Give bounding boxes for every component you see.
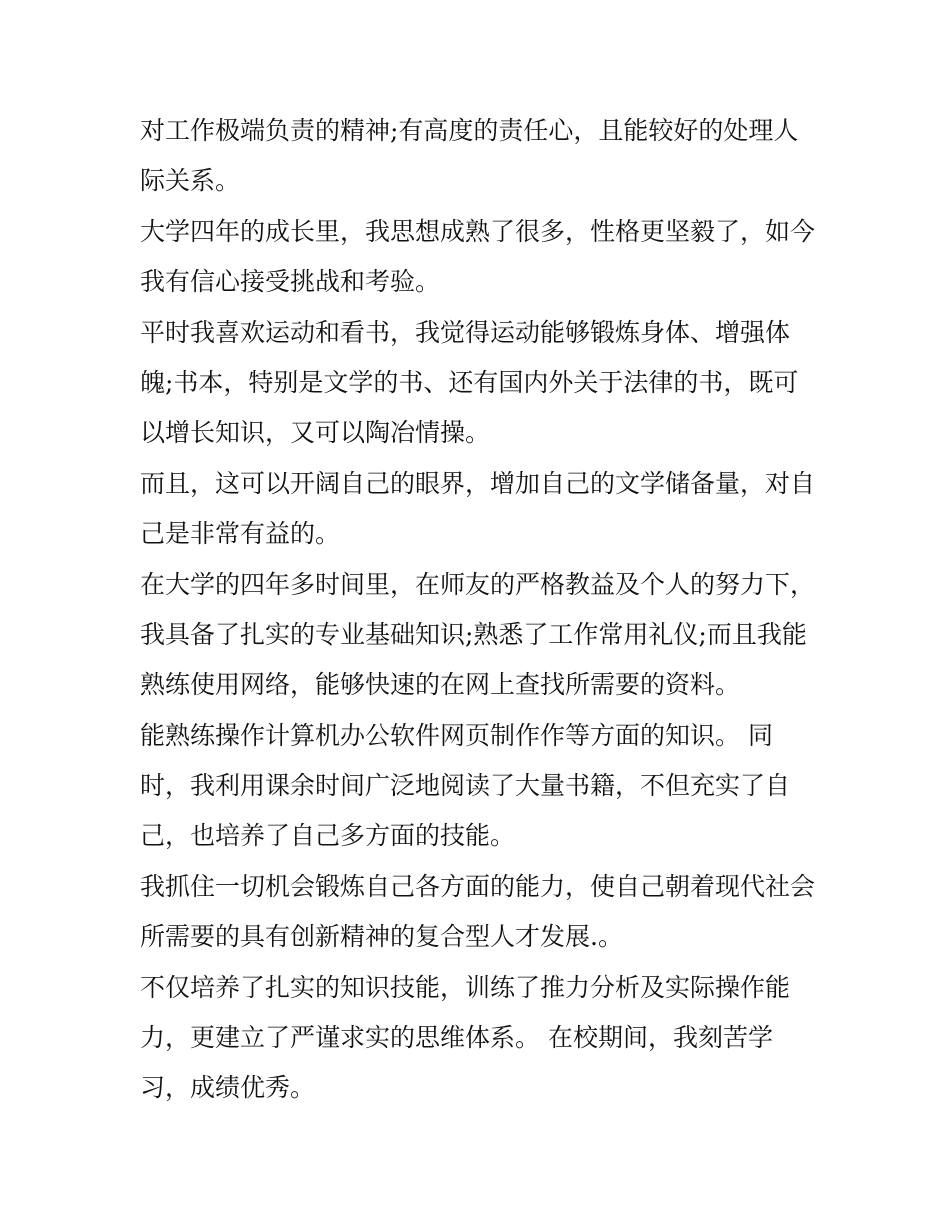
text-line: 己，也培养了自己多方面的技能。 <box>140 821 516 851</box>
text-line: 熟练使用网络，能够快速的在网上查找所需要的资料。 <box>140 670 741 700</box>
text-line: 我具备了扎实的专业基础知识;熟悉了工作常用礼仪;而且我能 <box>140 619 807 649</box>
text-line: 大学四年的成长里，我思想成熟了很多，性格更坚毅了，如今 <box>140 216 816 246</box>
text-line: 我抓住一切机会锻炼自己各方面的能力，使自己朝着现代社会 <box>140 871 816 901</box>
text-line: 时，我利用课余时间广泛地阅读了大量书籍，不但充实了自 <box>140 771 791 801</box>
text-line: 能熟练操作计算机办公软件网页制作作等方面的知识。 同 <box>140 720 773 750</box>
text-line: 对工作极端负责的精神;有高度的责任心，且能较好的处理人 <box>140 116 799 145</box>
document-body <box>140 106 830 1114</box>
text-line: 所需要的具有创新精神的复合型人才发展.。 <box>140 922 623 952</box>
text-line: 在大学的四年多时间里，在师友的严格教益及个人的努力下， <box>140 569 816 599</box>
text-line: 不仅培养了扎实的知识技能，训练了推力分析及实际操作能 <box>140 972 791 1002</box>
text-line: 平时我喜欢运动和看书，我觉得运动能够锻炼身体、增强体 <box>140 317 791 347</box>
text-line: 而且，这可以开阔自己的眼界，增加自己的文学储备量，对自 <box>140 468 816 498</box>
text-line: 魄;书本，特别是文学的书、还有国内外关于法律的书，既可 <box>140 367 799 397</box>
text-line: 以增长知识，又可以陶冶情操。 <box>140 418 491 448</box>
text-line: 己是非常有益的。 <box>140 519 341 549</box>
text-line: 习，成绩优秀。 <box>140 1073 316 1103</box>
text-line: 我有信心接受挑战和考验。 <box>140 267 441 297</box>
text-line: 力，更建立了严谨求实的思维体系。 在校期间，我刻苦学 <box>140 1023 773 1053</box>
text-line: 际关系。 <box>140 166 241 196</box>
